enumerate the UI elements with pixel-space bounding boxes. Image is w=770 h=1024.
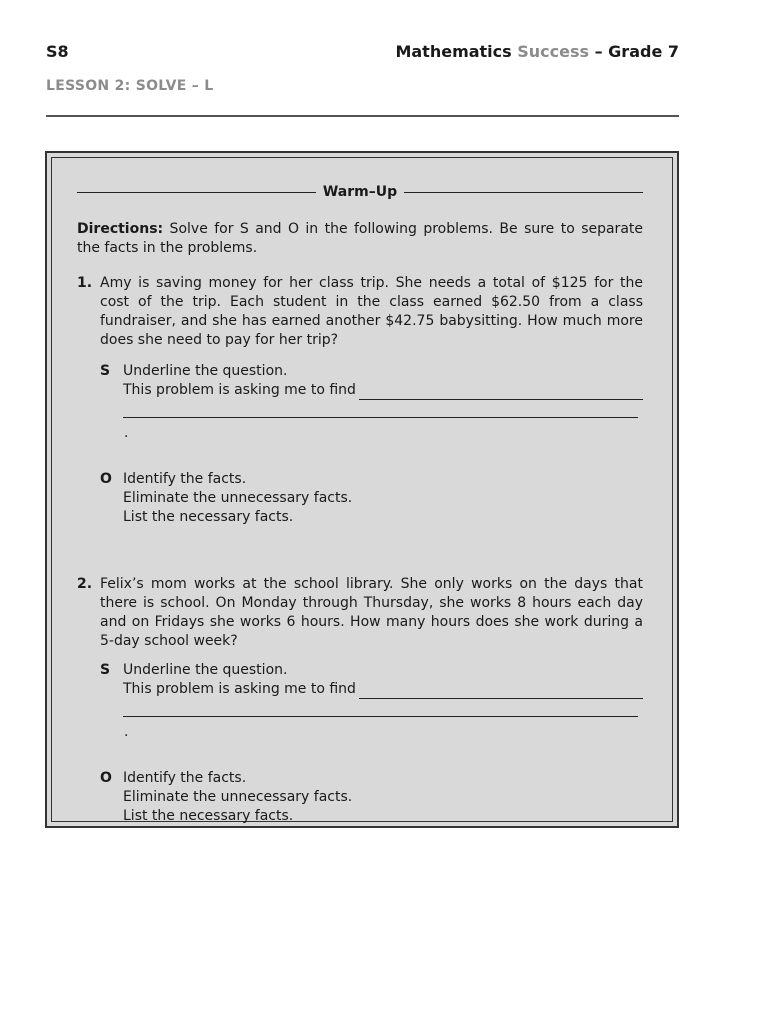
o-step-body	[123, 470, 643, 527]
s-step-body	[123, 362, 643, 443]
problem-2-number: 2.	[77, 576, 93, 592]
page-id: S8	[46, 42, 69, 61]
s-find-row	[123, 381, 643, 400]
directions-text: Solve for S and O in the following problems. Be sure to separate the facts in the problems.	[77, 221, 643, 256]
lesson-title: LESSON 2: SOLVE – L	[46, 78, 214, 94]
problem-1-o-step	[100, 470, 643, 527]
header-divider	[46, 115, 679, 117]
s-find-prompt: This problem is asking me to find	[123, 681, 356, 697]
warmup-box	[45, 151, 679, 828]
period: .	[124, 724, 129, 740]
s-find-row-2	[123, 400, 643, 443]
book-title	[395, 42, 679, 61]
s-underline-instruction: Underline the question.	[123, 662, 288, 678]
problem-1-s-step	[100, 362, 643, 443]
warmup-content	[77, 183, 643, 826]
problem-2-s-step	[100, 661, 643, 742]
o-eliminate: Eliminate the unnecessary facts.	[123, 490, 353, 506]
o-identify: Identify the facts.	[123, 770, 247, 786]
answer-blank-2a[interactable]	[359, 683, 643, 699]
s-find-prompt: This problem is asking me to find	[123, 382, 356, 398]
s-find-row	[123, 680, 643, 699]
warmup-heading	[77, 183, 643, 202]
heading-rule-right	[404, 192, 643, 194]
answer-blank-2b[interactable]	[123, 699, 638, 717]
o-list: List the necessary facts.	[123, 509, 294, 525]
s-underline-instruction: Underline the question.	[123, 363, 288, 379]
book-title-prefix: Mathematics	[395, 42, 518, 61]
problem-2	[77, 575, 643, 651]
problem-2-o-step	[100, 769, 643, 826]
s-step-body	[123, 661, 643, 742]
o-eliminate: Eliminate the unnecessary facts.	[123, 789, 353, 805]
problem-1	[77, 274, 643, 350]
s-letter: S	[100, 363, 111, 379]
answer-blank-1b[interactable]	[123, 400, 638, 418]
directions	[77, 220, 643, 258]
heading-rule-left	[77, 192, 316, 194]
o-letter: O	[100, 770, 112, 786]
o-list: List the necessary facts.	[123, 808, 294, 824]
answer-blank-1a[interactable]	[359, 384, 643, 400]
book-title-accent: Success	[517, 42, 590, 61]
o-letter: O	[100, 471, 112, 487]
book-title-suffix: – Grade 7	[589, 42, 679, 61]
problem-2-text: Felix’s mom works at the school library. She only works on the days that there is school. On Monday through Thursday, she works 8 hours each day and on Fridays she works 6 hours. How many hours does she work during a 5-day school week?	[100, 576, 643, 649]
period: .	[124, 425, 129, 441]
warmup-title: Warm–Up	[322, 184, 398, 200]
s-letter: S	[100, 662, 111, 678]
o-step-body	[123, 769, 643, 826]
problem-1-text: Amy is saving money for her class trip. She needs a total of $125 for the cost of the trip. Each student in the class earned $62.50 from a class fundraiser, and she has earned another $42.75 babysitting. How much more does she need to pay for her trip?	[100, 275, 643, 348]
o-identify: Identify the facts.	[123, 471, 247, 487]
problem-1-number: 1.	[77, 275, 93, 291]
s-find-row-2	[123, 699, 643, 742]
directions-label: Directions:	[77, 221, 164, 237]
